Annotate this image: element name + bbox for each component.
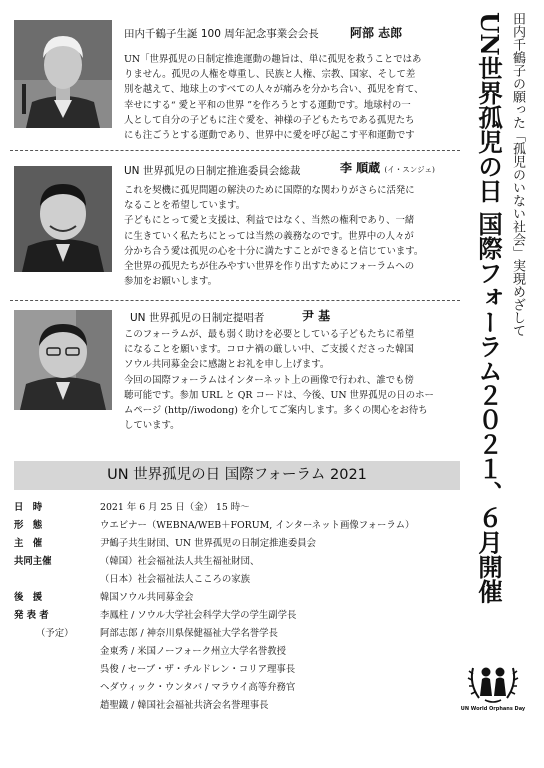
speaker-1-name: 阿部 志郎 (350, 26, 403, 40)
detail-row-datetime: 日 時 2021 年 6 月 25 日（金） 15 時～ (14, 502, 250, 513)
event-banner: UN 世界孤児の日 国際フォーラム 2021 (14, 461, 460, 490)
detail-row-presenter: （予定） 阿部志郎 / 神奈川県保健福祉大学名誉学長 (36, 628, 278, 639)
divider (10, 300, 460, 301)
vertical-subtitle: 田内千鶴子の願った「孤児のいない社会」実現めざして (510, 12, 525, 337)
speaker-1-photo (14, 20, 112, 128)
speaker-2-role: UN 世界孤児の日制定推進委員会総裁 (124, 165, 301, 177)
detail-row-presenter: 呉俊 / セーブ・ザ・チルドレン・コリア理事長 (100, 664, 296, 675)
detail-row-presenters: 発 表 者 李鳳柱 / ソウル大学社会科学大学の学生副学長 (14, 610, 297, 621)
speaker-3-message: このフォーラムが、最も弱く助けを必要としている子どもたちに希望 になることを願います。コロナ禍の厳しい中、ご支援くださった韓国 ソウル共同募金会に感謝とお礼を申し上げます。 今回の国際フォーラムはインターネット上の画像で行われ、誰でも傍 聴可能です。参加 URL と QR コードは、今後、UN 世界孤児の日のホー ムページ (http//iwodong) を介してご案内します。多くの関心をお待ち しています。 (124, 329, 434, 432)
laurel-globe-icon (467, 660, 519, 704)
detail-row-organizer: 主 催 尹鶴子共生財団、UN 世界孤児の日制定推進委員会 (14, 538, 316, 549)
detail-row-sponsor: 後 援 韓国ソウル共同募金会 (14, 592, 194, 603)
speaker-1-role: 田内千鶴子生誕 100 周年記念事業会会長 (124, 28, 319, 40)
detail-row-co-organizer-2: （日本）社会福祉法人こころの家族 (100, 574, 251, 585)
vertical-main-title: UN世界孤児の日 国際フォーラム２０２１、６月開催 (475, 12, 504, 604)
logo-caption: UN World Orphans Day (460, 706, 526, 712)
speaker-2-photo (14, 166, 112, 272)
detail-row-presenter: 金東秀 / 米国ノーフォーク州立大学名誉教授 (100, 646, 287, 657)
speaker-2-reading: (イ・スンジェ) (384, 165, 435, 174)
detail-row-co-organizer: 共同主催 （韓国）社会福祉法人共生福祉財団、 (14, 556, 260, 567)
detail-row-presenter: ヘダウィック・ウンタバ / マラウイ高等弁務官 (100, 682, 296, 693)
un-world-orphans-day-logo (452, 660, 534, 712)
speaker-1-message: UN「世界孤児の日制定推進運動の趣旨は、単に孤児を救うことではあ りません。孤児の人権を尊重し、民族と人権、宗教、国家、そして差 別を越えて、地球上のすべての人々が痛みを分かち合い、孤児を育て、 幸せにする“ 愛と平和の世界 ”を作ろうとする運動です。地球村の一 人として自分の子どもに注ぐ愛を、神様の子どもたちである孤児たち にも注ごうとする運動であり、世界中に愛を呼び起こす平和運動です (124, 54, 424, 142)
speaker-3-name: 尹 基 (302, 309, 331, 323)
speaker-2-message: これを契機に孤児問題の解決のために国際的な関わりがさらに活発に なることを希望しています。 子どもにとって愛と支援は、利益ではなく、当然の権利であり、一緒 に生きていく私たちにとっては当然の義務なのです。世界中の人々が 分かち合う愛は孤児の心を十分に満たすことができると信じています。 全世界の孤児たちが住みやすい世界を作り出すためにフォーラムへの 参加をお願いします。 (124, 185, 424, 288)
detail-row-presenter: 趙聖鐵 / 韓国社会福祉共済会名誉理事長 (100, 700, 269, 711)
speaker-3-photo (14, 310, 112, 410)
speaker-3-role: UN 世界孤児の日制定提唱者 (130, 312, 265, 324)
divider (10, 150, 460, 151)
speaker-2-name: 李 順蔵 (イ・スンジェ) (340, 161, 435, 175)
detail-row-format: 形 態 ウエビナー（WEBNA/WEB＋FORUM, インターネット画像フォーラム） (14, 520, 415, 531)
